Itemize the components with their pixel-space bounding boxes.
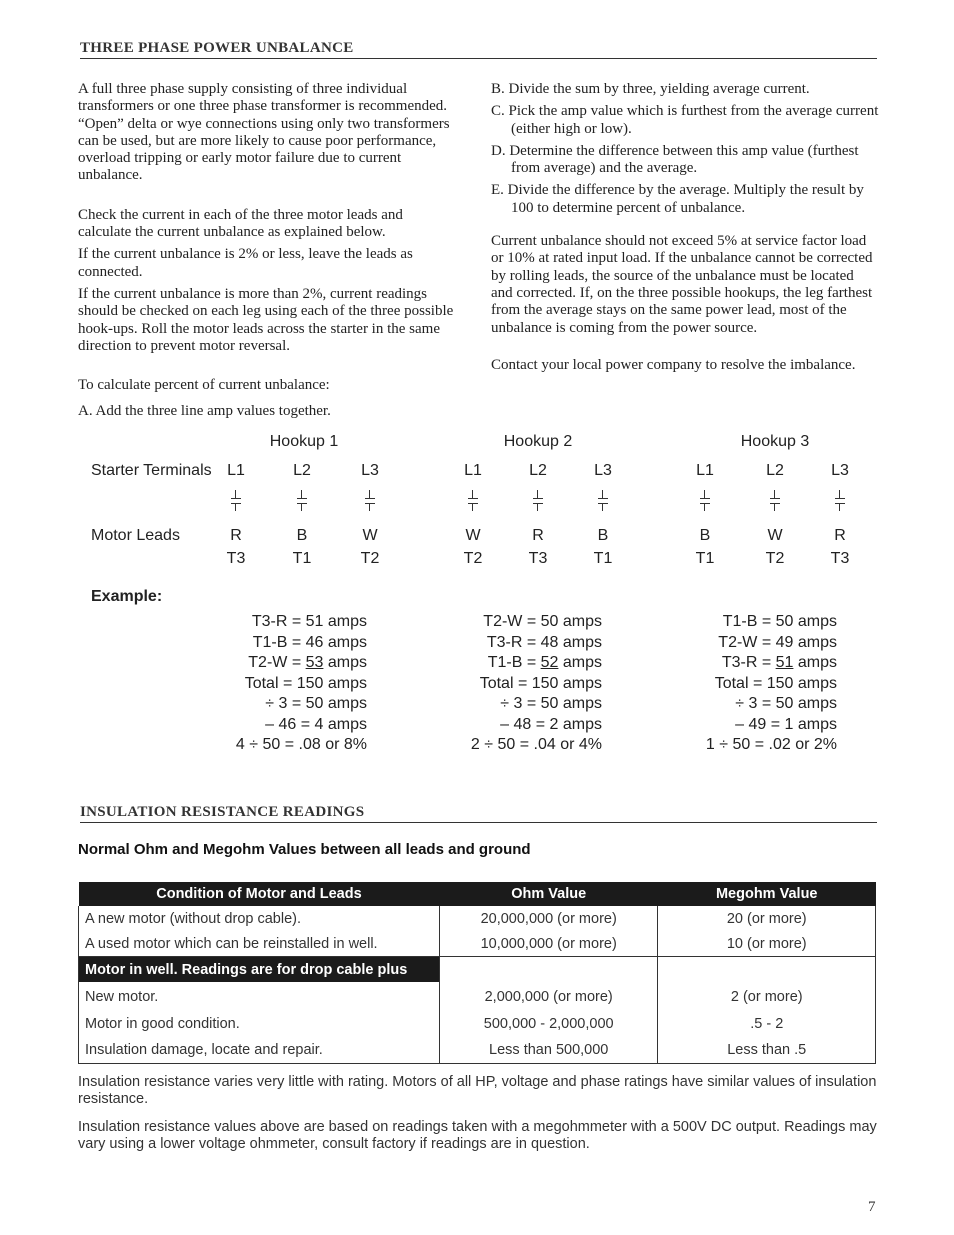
lead-label: R	[834, 527, 846, 544]
example-highlight-value: 51	[775, 654, 794, 671]
example-line	[471, 736, 602, 754]
example-line	[253, 634, 367, 652]
table-row	[79, 982, 876, 1011]
starter-terminals-label: Starter Terminals	[91, 462, 212, 479]
note-paragraph: Insulation resistance values above are based on readings taken with a megohmmeter with a 500V DC output. Readings may vary using a lower voltage ohmmeter, consult factory if readings are in question.	[78, 1118, 877, 1152]
megohm-cell	[658, 957, 876, 983]
connector-icon	[466, 490, 480, 512]
notes	[78, 1074, 878, 1163]
left-column	[78, 81, 456, 426]
terminal-label: L2	[766, 462, 784, 479]
example-text: T1-B =	[487, 654, 541, 671]
note-paragraph: Insulation resistance varies very little with rating. Motors of all HP, voltage and phase ratings have similar values of insulation resistance.	[78, 1074, 877, 1108]
lead-number: T3	[226, 550, 246, 567]
example-text: T2-W = 50 amps	[483, 613, 602, 630]
motor-leads-label: Motor Leads	[91, 527, 180, 544]
paragraph: To calculate percent of current unbalance:	[78, 377, 330, 394]
example-line	[248, 654, 367, 672]
condition-cell: A new motor (without drop cable).	[79, 906, 440, 931]
lead-label: W	[362, 527, 378, 544]
paragraph: A full three phase supply consisting of three individual transformers or one three phase transformer is recommended. “Open” delta or wye connections using only two transformers can be used, but are more likely to cause poor performance, overload tripping or early motor failure due to current unbalance.	[78, 81, 450, 184]
example-line	[265, 695, 367, 713]
ohm-cell: 10,000,000 (or more)	[439, 931, 658, 957]
example-text: 2 ÷ 50 = .04 or 4%	[470, 736, 602, 753]
connector-icon	[229, 490, 243, 512]
table-row	[79, 906, 876, 931]
paragraph: Current unbalance should not exceed 5% at service factor load or 10% at rated input load. If the unbalance cannot be corrected by rolling leads, the source of the unbalance must be located and corrected. If, on the three possible hookups, the leg farthest from the average stays on the same power lead, most of the unbalance is coming from the power source.	[491, 233, 873, 336]
paragraph: If the current unbalance is 2% or less, leave the leads as connected.	[78, 246, 413, 280]
lead-label: R	[532, 527, 544, 544]
example-highlight-value: 52	[540, 654, 559, 671]
section-heading-three-phase: THREE PHASE POWER UNBALANCE	[80, 40, 877, 59]
step-e: E. Divide the difference by the average. Multiply the result by 100 to determine percent of unbalance.	[491, 182, 864, 216]
connector-icon	[698, 490, 712, 512]
lead-number: T3	[830, 550, 850, 567]
example-text: amps	[323, 654, 367, 671]
example-line	[715, 675, 837, 693]
page-number: 7	[868, 1199, 876, 1215]
lead-number: T1	[695, 550, 715, 567]
example-text: amps	[793, 654, 837, 671]
connector-icon	[833, 490, 847, 512]
step-a: A. Add the three line amp values together.	[78, 403, 331, 420]
example-line	[488, 654, 602, 672]
connector-icon	[295, 490, 309, 512]
terminal-label: L3	[361, 462, 379, 479]
column-header-ohm: Ohm Value	[439, 882, 658, 906]
right-column	[491, 81, 879, 379]
example-line	[236, 736, 367, 754]
connector-icon	[768, 490, 782, 512]
example-line	[252, 613, 367, 631]
step-b: B. Divide the sum by three, yielding average current.	[491, 81, 810, 97]
example-line	[480, 675, 602, 693]
example-line	[718, 634, 837, 652]
table-row	[79, 1036, 876, 1064]
terminal-label: L3	[831, 462, 849, 479]
section-heading-insulation: INSULATION RESISTANCE READINGS	[80, 804, 877, 823]
lead-number: T2	[360, 550, 380, 567]
example-text: T1-B = 46 amps	[252, 633, 367, 651]
megohm-cell: 2 (or more)	[658, 982, 876, 1011]
megohm-cell: .5 - 2	[658, 1011, 876, 1036]
ohm-cell: 500,000 - 2,000,000	[439, 1011, 658, 1036]
terminal-label: L1	[464, 462, 482, 479]
ohm-cell: Less than 500,000	[439, 1036, 658, 1064]
example-line	[245, 675, 367, 693]
example-line	[706, 736, 837, 754]
condition-cell: Motor in good condition.	[79, 1011, 440, 1036]
example-text: ÷ 3 = 50 amps	[500, 695, 602, 712]
example-text: Total = 150 amps	[244, 674, 367, 692]
ohm-cell: 2,000,000 (or more)	[439, 982, 658, 1011]
example-line	[500, 695, 602, 713]
column-header-megohm: Megohm Value	[658, 882, 876, 906]
example-text: – 49 = 1 amps	[735, 715, 837, 733]
example-line	[500, 716, 602, 734]
lead-number: T2	[765, 550, 785, 567]
example-text: ÷ 3 = 50 amps	[265, 695, 367, 712]
terminal-label: L2	[293, 462, 311, 479]
hookup-3-title: Hookup 3	[740, 433, 810, 450]
lead-label: B	[296, 527, 308, 544]
example-text: 1 ÷ 50 = .02 or 2%	[705, 736, 837, 753]
ohm-cell: 20,000,000 (or more)	[439, 906, 658, 931]
lead-label: B	[597, 527, 609, 544]
lead-label: B	[699, 527, 711, 544]
example-line	[735, 695, 837, 713]
example-text: T2-W =	[248, 654, 306, 671]
example-line	[483, 613, 602, 631]
example-text: – 48 = 2 amps	[500, 715, 602, 733]
example-label: Example:	[91, 588, 163, 605]
example-text: T2-W = 49 amps	[718, 633, 837, 651]
megohm-cell: Less than .5	[658, 1036, 876, 1064]
column-header-condition: Condition of Motor and Leads	[79, 882, 440, 906]
condition-cell: A used motor which can be reinstalled in well.	[79, 931, 440, 957]
example-line	[265, 716, 367, 734]
example-line	[723, 613, 837, 631]
example-text: 4 ÷ 50 = .08 or 8%	[235, 736, 367, 753]
terminal-label: L3	[594, 462, 612, 479]
condition-cell: Insulation damage, locate and repair.	[79, 1036, 440, 1064]
example-line	[487, 634, 602, 652]
lead-number: T3	[528, 550, 548, 567]
example-line	[722, 654, 837, 672]
example-text: amps	[558, 654, 602, 671]
insulation-table	[78, 882, 876, 1064]
table-row	[79, 931, 876, 957]
example-text: T3-R = 51 amps	[251, 613, 367, 630]
lead-label: R	[230, 527, 242, 544]
hookup-1-title: Hookup 1	[269, 433, 339, 450]
table-row	[79, 1011, 876, 1036]
example-text: T1-B = 50 amps	[722, 613, 837, 630]
table-subtitle: Normal Ohm and Megohm Values between all leads and ground	[78, 841, 531, 858]
connector-icon	[531, 490, 545, 512]
example-text: Total = 150 amps	[479, 674, 602, 692]
step-c: C. Pick the amp value which is furthest from the average current (either high or low).	[491, 103, 879, 137]
example-text: – 46 = 4 amps	[265, 715, 367, 733]
hookup-2-title: Hookup 2	[503, 433, 573, 450]
paragraph: Check the current in each of the three motor leads and calculate the current unbalance as explained below.	[78, 206, 403, 241]
section-label: Motor in well. Readings are for drop cable plus	[79, 957, 440, 983]
lead-number: T2	[463, 550, 483, 567]
paragraph: If the current unbalance is more than 2%, current readings should be checked on each leg using each of the three possible hook-ups. Roll the motor leads across the starter in the same direction to prevent motor reversal.	[78, 285, 454, 354]
example-text: T3-R = 48 amps	[486, 633, 602, 651]
condition-cell: New motor.	[79, 982, 440, 1011]
megohm-cell: 10 (or more)	[658, 931, 876, 957]
example-text: Total = 150 amps	[714, 674, 837, 692]
example-text: T3-R =	[721, 654, 776, 671]
ohm-cell	[439, 957, 658, 983]
lead-number: T1	[292, 550, 312, 567]
example-text: ÷ 3 = 50 amps	[735, 695, 837, 712]
connector-icon	[596, 490, 610, 512]
paragraph: Contact your local power company to resolve the imbalance.	[491, 356, 856, 373]
megohm-cell: 20 (or more)	[658, 906, 876, 931]
table-section-row	[79, 957, 876, 983]
example-highlight-value: 53	[305, 654, 324, 671]
terminal-label: L1	[696, 462, 714, 479]
step-d: D. Determine the difference between this amp value (furthest from average) and the average.	[491, 142, 859, 177]
terminal-label: L1	[227, 462, 245, 479]
example-line	[735, 716, 837, 734]
lead-label: W	[465, 527, 481, 544]
connector-icon	[363, 490, 377, 512]
lead-label: W	[767, 527, 783, 544]
terminal-label: L2	[529, 462, 547, 479]
lead-number: T1	[593, 550, 613, 567]
